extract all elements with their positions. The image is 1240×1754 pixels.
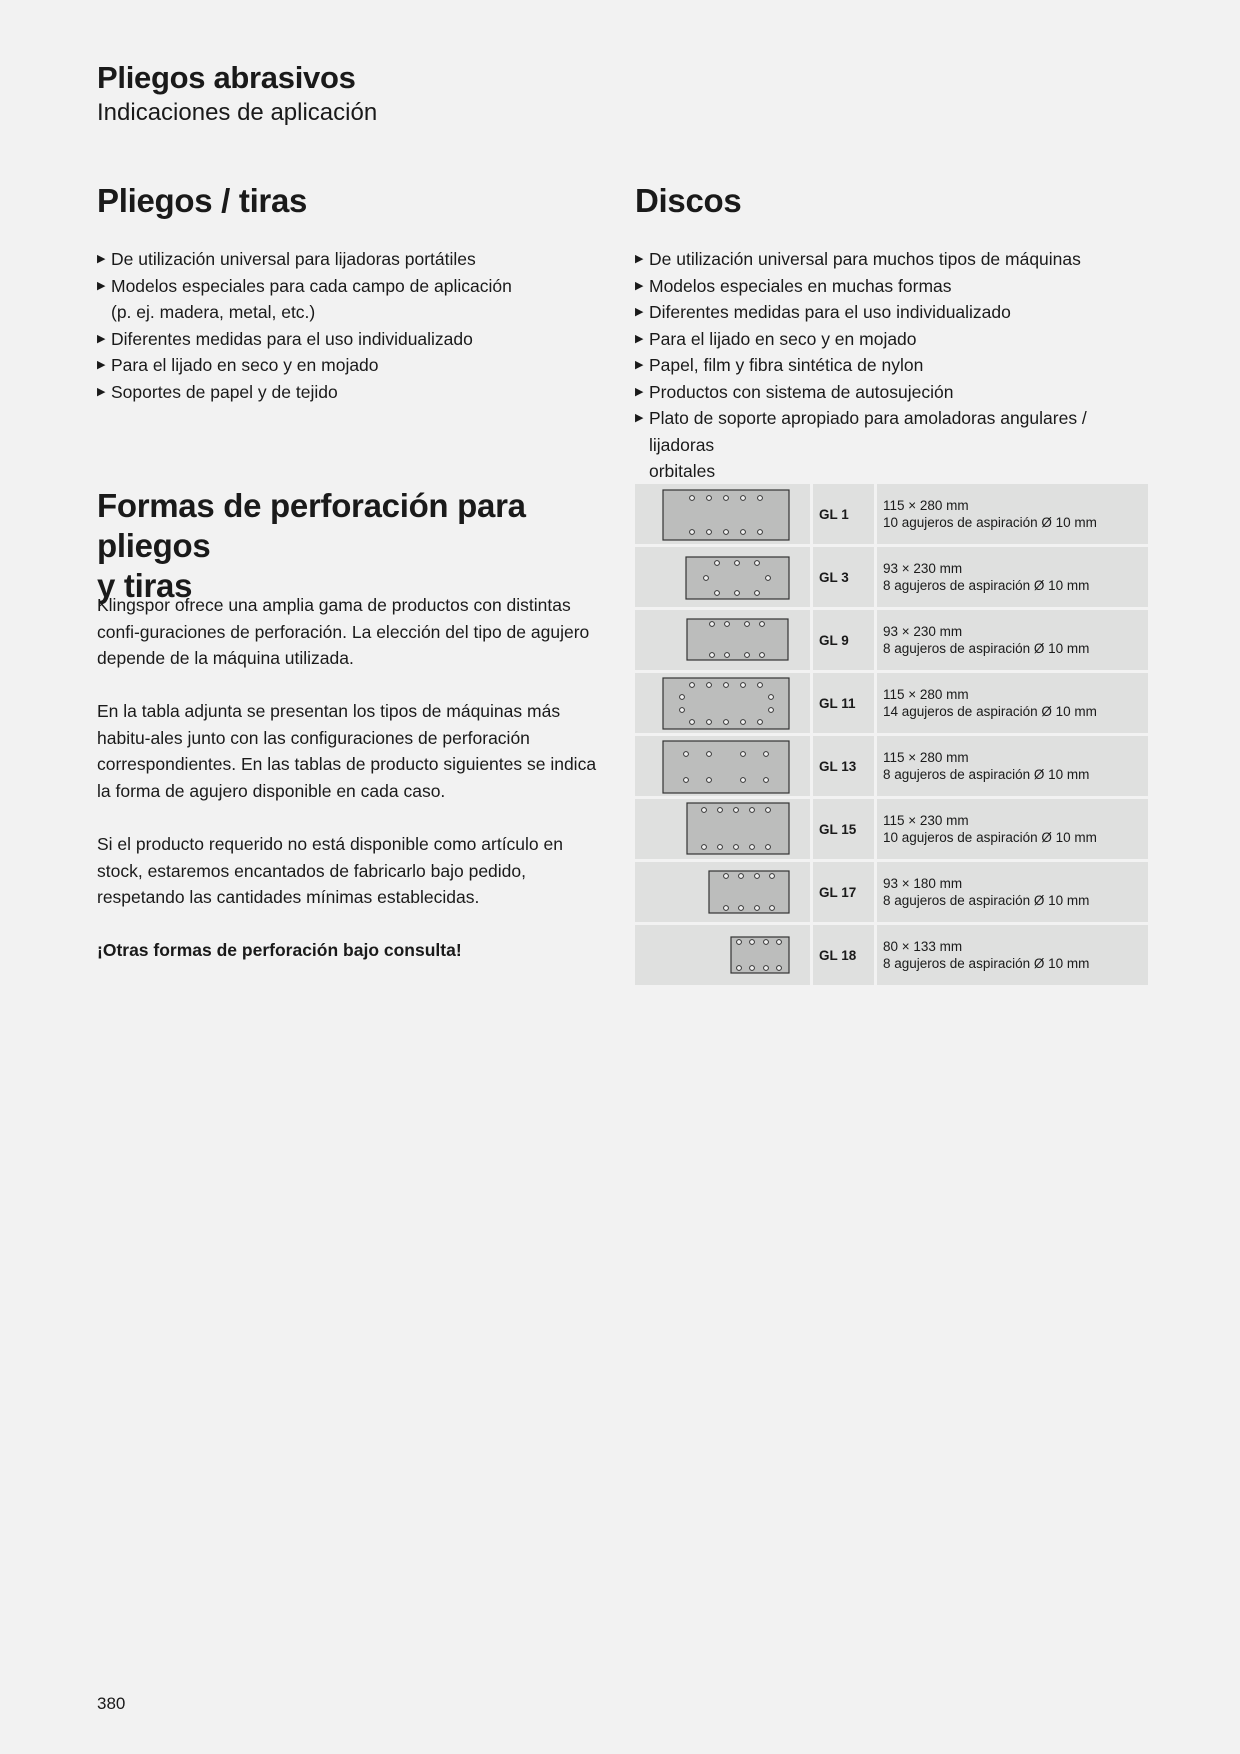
extraction-hole [760, 622, 765, 627]
list-item: ▶ Productos con sistema de autosujeción [635, 379, 1155, 406]
extraction-hole [741, 752, 746, 757]
perforation-diagram-cell [635, 673, 810, 733]
triangle-right-icon: ▶ [635, 253, 644, 265]
extraction-hole [690, 720, 695, 725]
extraction-hole [724, 496, 729, 501]
extraction-hole [707, 530, 712, 535]
list-item: ▶ Soportes de papel y de tejido [97, 379, 617, 406]
extraction-hole [707, 496, 712, 501]
extraction-hole [769, 708, 774, 713]
extraction-hole [718, 808, 723, 813]
perforation-diagram-cell [635, 799, 810, 859]
extraction-hole [758, 720, 763, 725]
extraction-hole [769, 695, 774, 700]
pad-size: 93 × 230 mm [883, 561, 963, 576]
extraction-hole [750, 845, 755, 850]
extraction-hole [755, 906, 760, 911]
perforation-diagram-cell [635, 736, 810, 796]
list-item: ▶ Plato de soporte apropiado para amoladoras angulares / lijadoras [635, 405, 1155, 458]
extraction-hole [724, 530, 729, 535]
perforation-pattern-diagram [635, 547, 810, 607]
perforation-paragraph-3: Si el producto requerido no está disponible como artículo en stock, estaremos encantados de fabricarlo bajo pedido, respetando las cantidades mínimas establecidas. [97, 834, 563, 907]
perforation-description [877, 484, 1148, 544]
extraction-hole [718, 845, 723, 850]
perforation-code: GL 18 [813, 925, 874, 985]
extraction-hole [766, 808, 771, 813]
perforation-note: ¡Otras formas de perforación bajo consulta! [97, 940, 462, 960]
extraction-hole [737, 940, 742, 945]
perforation-code: GL 1 [813, 484, 874, 544]
extraction-hole [690, 530, 695, 535]
perforation-code: GL 15 [813, 799, 874, 859]
extraction-hole [725, 653, 730, 658]
triangle-right-icon: ▶ [635, 385, 644, 398]
extraction-hole [764, 940, 769, 945]
perforation-description [877, 673, 1148, 733]
hole-description: 8 agujeros de aspiración Ø 10 mm [883, 767, 1090, 782]
extraction-hole [764, 778, 769, 783]
perforation-description [877, 547, 1148, 607]
hole-description: 8 agujeros de aspiración Ø 10 mm [883, 893, 1090, 908]
perforation-pattern-diagram [635, 925, 810, 985]
extraction-hole [758, 496, 763, 501]
extraction-hole [690, 683, 695, 688]
table-row [635, 799, 1148, 859]
discs-bullet-list [635, 246, 1155, 485]
page-title: Pliegos abrasivos [97, 60, 356, 95]
sanding-pad-shape [663, 741, 789, 793]
extraction-hole [777, 966, 782, 971]
extraction-hole [766, 845, 771, 850]
perforation-description [877, 610, 1148, 670]
triangle-right-icon: ▶ [635, 412, 644, 424]
extraction-hole [710, 653, 715, 658]
list-item: ▶ Modelos especiales para cada campo de aplicación [97, 273, 617, 300]
hole-description: 10 agujeros de aspiración Ø 10 mm [883, 515, 1097, 530]
triangle-right-icon: ▶ [97, 332, 106, 345]
extraction-hole [702, 845, 707, 850]
list-item: ▶ Diferentes medidas para el uso individualizado [97, 326, 617, 353]
extraction-hole [755, 591, 760, 596]
pad-size: 115 × 280 mm [883, 687, 969, 702]
perforation-code: GL 13 [813, 736, 874, 796]
table-row [635, 484, 1148, 544]
list-item: orbitales [649, 461, 716, 481]
perforation-pattern-diagram [635, 610, 810, 670]
extraction-hole [758, 530, 763, 535]
pad-size: 115 × 280 mm [883, 750, 969, 765]
perforation-diagram-cell [635, 484, 810, 544]
extraction-hole [764, 752, 769, 757]
table-row [635, 862, 1148, 922]
sheets-heading: Pliegos / tiras [97, 182, 308, 219]
extraction-hole [760, 653, 765, 658]
perforation-pattern-diagram [635, 736, 810, 796]
extraction-hole [750, 940, 755, 945]
list-item: ▶ Modelos especiales en muchas formas [635, 273, 1155, 300]
perforation-description [877, 736, 1148, 796]
extraction-hole [680, 708, 685, 713]
extraction-hole [745, 622, 750, 627]
perforation-diagram-cell [635, 547, 810, 607]
extraction-hole [741, 720, 746, 725]
extraction-hole [734, 808, 739, 813]
extraction-hole [739, 906, 744, 911]
extraction-hole [690, 496, 695, 501]
extraction-hole [724, 720, 729, 725]
perforation-paragraph-1: Klingspor ofrece una amplia gama de productos con distintas confi-guraciones de perforación. La elección del tipo de agujero depende de la máquina utilizada. [97, 595, 590, 668]
perforation-pattern-diagram [635, 673, 810, 733]
extraction-hole [704, 576, 709, 581]
table-row [635, 673, 1148, 733]
perforation-heading: Formas de perforación para pliegos y tiras [97, 487, 526, 604]
extraction-hole [707, 720, 712, 725]
table-row [635, 610, 1148, 670]
table-row [635, 736, 1148, 796]
perforation-code: GL 9 [813, 610, 874, 670]
perforation-description [877, 925, 1148, 985]
perforation-code: GL 17 [813, 862, 874, 922]
list-item: ▶ Para el lijado en seco y en mojado [97, 352, 617, 379]
extraction-hole [707, 683, 712, 688]
list-item: ▶ Papel, film y fibra sintética de nylon [635, 352, 1155, 379]
pad-size: 93 × 230 mm [883, 624, 963, 639]
triangle-right-icon: ▶ [97, 279, 106, 292]
pad-size: 80 × 133 mm [883, 939, 963, 954]
triangle-right-icon: ▶ [97, 359, 106, 371]
extraction-hole [750, 808, 755, 813]
pad-size: 115 × 230 mm [883, 813, 969, 828]
perforation-diagram-cell [635, 925, 810, 985]
triangle-right-icon: ▶ [635, 279, 644, 292]
extraction-hole [684, 778, 689, 783]
triangle-right-icon: ▶ [97, 253, 106, 265]
perforation-table [635, 484, 1148, 988]
extraction-hole [715, 561, 720, 566]
list-item: ▶ De utilización universal para muchos tipos de máquinas [635, 246, 1155, 273]
list-item: (p. ej. madera, metal, etc.) [111, 302, 316, 322]
extraction-hole [750, 966, 755, 971]
list-item: ▶ Para el lijado en seco y en mojado [635, 326, 1155, 353]
discs-heading: Discos [635, 182, 742, 219]
extraction-hole [741, 496, 746, 501]
triangle-right-icon: ▶ [635, 332, 644, 345]
perforation-description [877, 799, 1148, 859]
extraction-hole [707, 752, 712, 757]
extraction-hole [734, 845, 739, 850]
extraction-hole [764, 966, 769, 971]
page-number: 380 [97, 1694, 126, 1713]
extraction-hole [735, 561, 740, 566]
table-row [635, 925, 1148, 985]
list-item: ▶ Diferentes medidas para el uso individualizado [635, 299, 1155, 326]
extraction-hole [758, 683, 763, 688]
perforation-diagram-cell [635, 610, 810, 670]
extraction-hole [724, 874, 729, 879]
hole-description: 8 agujeros de aspiración Ø 10 mm [883, 641, 1090, 656]
perforation-description [877, 862, 1148, 922]
perforation-pattern-diagram [635, 862, 810, 922]
perforation-pattern-diagram [635, 484, 810, 544]
extraction-hole [715, 591, 720, 596]
extraction-hole [766, 576, 771, 581]
extraction-hole [741, 530, 746, 535]
extraction-hole [702, 808, 707, 813]
perforation-code: GL 3 [813, 547, 874, 607]
extraction-hole [777, 940, 782, 945]
sheets-bullet-list [97, 246, 617, 405]
table-row [635, 547, 1148, 607]
triangle-right-icon: ▶ [97, 385, 106, 398]
page-subtitle: Indicaciones de aplicación [97, 99, 378, 126]
list-item: ▶ De utilización universal para lijadoras portátiles [97, 246, 617, 273]
pad-size: 93 × 180 mm [883, 876, 963, 891]
extraction-hole [739, 874, 744, 879]
perforation-code: GL 11 [813, 673, 874, 733]
page-header [97, 58, 377, 128]
sanding-pad-shape [687, 619, 788, 660]
extraction-hole [710, 622, 715, 627]
perforation-pattern-diagram [635, 799, 810, 859]
extraction-hole [707, 778, 712, 783]
extraction-hole [770, 874, 775, 879]
extraction-hole [735, 591, 740, 596]
perforation-paragraph-2: En la tabla adjunta se presentan los tipos de máquinas más habitu-ales junto con las configuraciones de perforación correspondientes. En las tablas de producto siguientes se indica la forma de agujero disponible en cada caso. [97, 701, 597, 801]
sanding-pad-shape [709, 871, 789, 913]
extraction-hole [724, 683, 729, 688]
triangle-right-icon: ▶ [635, 359, 644, 371]
extraction-hole [725, 622, 730, 627]
extraction-hole [770, 906, 775, 911]
hole-description: 8 agujeros de aspiración Ø 10 mm [883, 578, 1090, 593]
extraction-hole [737, 966, 742, 971]
hole-description: 10 agujeros de aspiración Ø 10 mm [883, 830, 1097, 845]
extraction-hole [684, 752, 689, 757]
extraction-hole [755, 561, 760, 566]
pad-size: 115 × 280 mm [883, 498, 969, 513]
triangle-right-icon: ▶ [635, 306, 644, 318]
extraction-hole [741, 778, 746, 783]
extraction-hole [741, 683, 746, 688]
extraction-hole [745, 653, 750, 658]
extraction-hole [680, 695, 685, 700]
hole-description: 14 agujeros de aspiración Ø 10 mm [883, 704, 1097, 719]
hole-description: 8 agujeros de aspiración Ø 10 mm [883, 956, 1090, 971]
perforation-diagram-cell [635, 862, 810, 922]
extraction-hole [724, 906, 729, 911]
extraction-hole [755, 874, 760, 879]
